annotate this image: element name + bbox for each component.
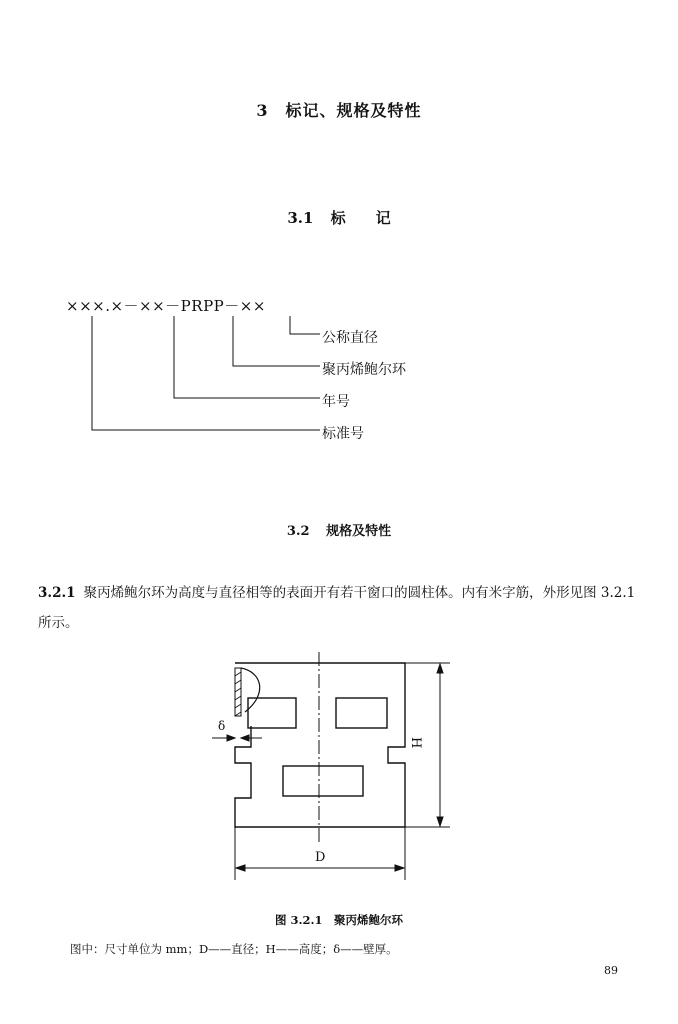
page-number: 89 <box>604 964 618 977</box>
label-pp-pall-ring: 聚丙烯鲍尔环 <box>322 362 406 378</box>
delta-dimension <box>212 735 262 741</box>
label-nominal-diameter: 公称直径 <box>322 330 378 346</box>
code-leader-lines <box>92 316 320 430</box>
figure-caption: 图 3.2.1 聚丙烯鲍尔环 <box>274 913 403 927</box>
section-number: 3.2 <box>286 524 310 539</box>
section-title: 标 记 <box>330 209 391 227</box>
leader-year <box>174 316 320 398</box>
diameter-label: D <box>315 850 326 865</box>
pall-ring-drawing <box>235 663 405 827</box>
section-title: 规格及特性 <box>326 524 392 539</box>
leader-standard-number <box>92 316 320 430</box>
label-year: 年号 <box>322 394 350 410</box>
clause-text: 聚丙烯鲍尔环为高度与直径相等的表面开有若干窗口的圆柱体。内有米字筋，外形见图 3.2.1 所示。 <box>38 585 636 631</box>
section-number: 3.1 <box>287 209 314 227</box>
leader-pp-pall-ring <box>233 316 320 366</box>
marking-code: ×××.×－××－PRPP－×× <box>66 297 266 315</box>
chapter-title: 3 标记、规格及特性 <box>256 101 422 120</box>
leader-nominal-diameter <box>290 316 320 334</box>
delta-label: δ <box>218 719 226 733</box>
clause-number: 3.2.1 <box>38 585 76 601</box>
figure-note: 图中：尺寸单位为 mm；D——直径；H——高度；δ——壁厚。 <box>70 942 398 956</box>
height-label: H <box>408 737 423 749</box>
label-standard-number: 标准号 <box>322 426 364 442</box>
